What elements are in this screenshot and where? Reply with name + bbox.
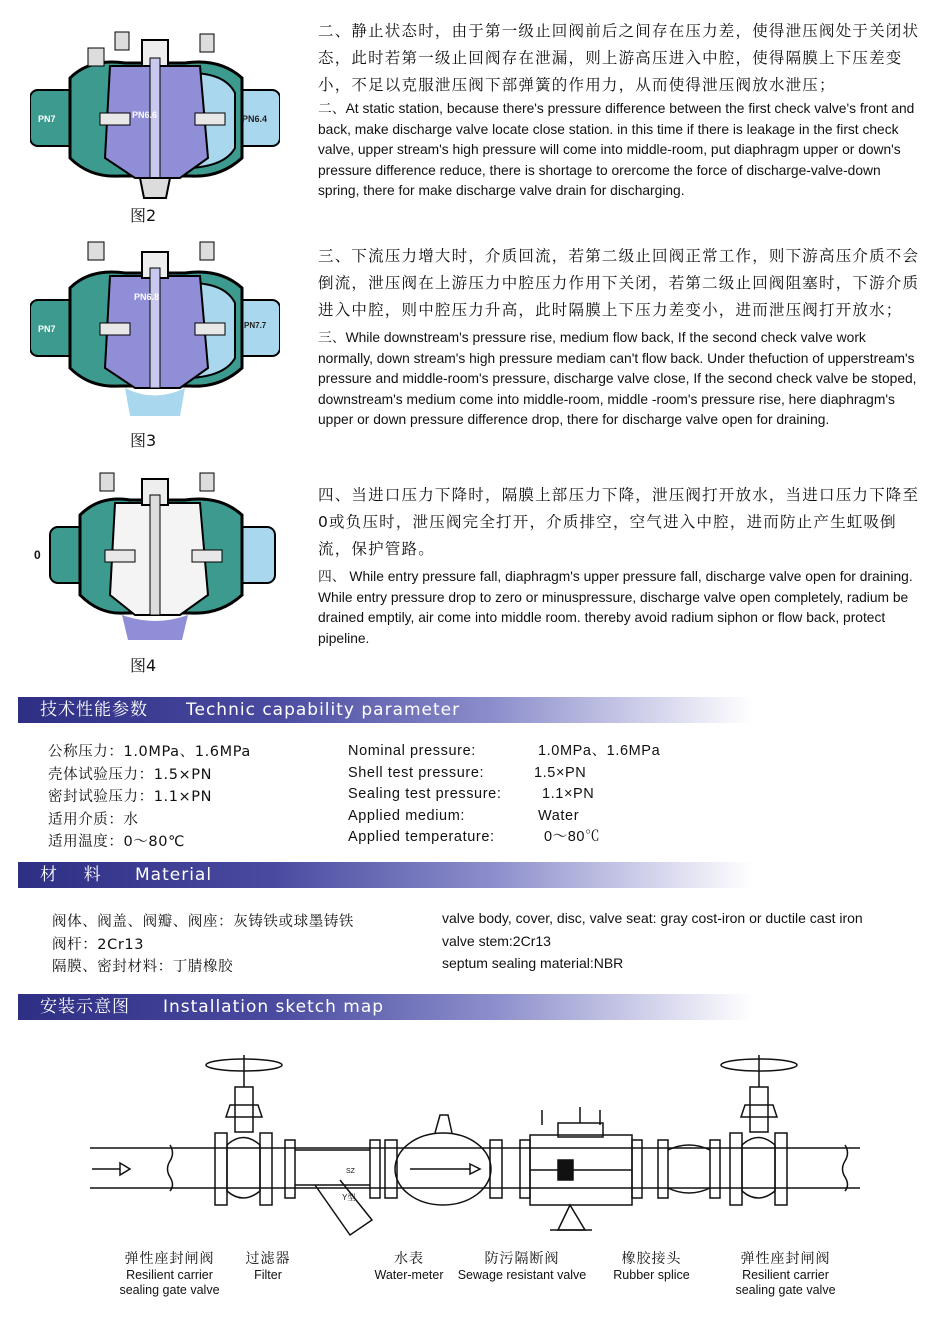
tech-en-label: Nominal pressure: <box>348 743 476 759</box>
section-zh-text: 三、下流压力增大时，介质回流，若第二级止回阀正常工作，则下游高压介质不会倒流，泄压阀在上游压力中腔压力作用下关闭，若第二级止回阀阻塞时，下游介质进入中腔，则中腔压力升高，此时隔膜上下压力差变小，进而泄压阀打开放水； <box>318 247 920 319</box>
tech-en-label: Sealing test pressure: <box>348 786 502 802</box>
install-label-zh: 过滤器 <box>245 1251 291 1267</box>
valve-diagram-fig3 <box>30 238 280 423</box>
tech-zh-row: 密封试验压力：1.1×PN <box>48 789 213 805</box>
inlet-pressure-label: PN7 <box>38 114 56 124</box>
tech-heading-zh: 技术性能参数 <box>40 700 148 720</box>
material-heading-band <box>18 862 753 888</box>
tech-zh-row: 适用介质：水 <box>48 811 139 828</box>
meter-mark: SZ <box>346 1168 355 1175</box>
material-zh-row: 阀杆：2Cr13 <box>52 936 145 953</box>
figure-caption: 图3 <box>130 431 157 450</box>
section-static <box>318 18 923 202</box>
inlet-pressure-label: 0 <box>34 548 41 562</box>
install-label-zh: 弹性座封闸阀 <box>124 1251 215 1267</box>
section-zh-text: 二、静止状态时，由于第一级止回阀前后之间存在压力差，使得泄压阀处于关闭状态，此时若第一级止回阀存在泄漏，则上游高压进入中腔，使得隔膜上下压差变小，不足以克服泄压阀下部弹簧的作用力，从而使得泄压阀放水泄压； <box>318 22 920 94</box>
install-label-zh: 橡胶接头 <box>621 1251 682 1267</box>
install-label-gate-valve-left <box>102 1252 237 1299</box>
install-label-sewage-valve <box>452 1252 592 1283</box>
tech-en-row <box>348 806 660 828</box>
install-label-water-meter <box>364 1252 454 1283</box>
install-label-filter <box>238 1252 298 1283</box>
install-heading-zh: 安装示意图 <box>40 997 130 1017</box>
tech-en-value: 0～80℃ <box>544 829 601 845</box>
tech-zh-row: 适用温度：0～80℃ <box>48 834 185 850</box>
figure-3 <box>30 238 280 453</box>
material-en-row: valve body, cover, disc, valve seat: gray cost-iron or ductile cast iron <box>442 910 863 926</box>
tech-heading-en: Technic capability parameter <box>186 700 461 720</box>
install-label-en: Sewage resistant valve <box>457 1267 587 1282</box>
tech-en-label: Applied medium: <box>348 807 465 824</box>
material-zh-list <box>52 911 354 979</box>
install-label-en2: sealing gate valve <box>735 1283 836 1297</box>
install-label-en: Water-meter <box>374 1267 444 1282</box>
tech-en-list <box>348 741 660 849</box>
section-en-text: 三、While downstream's pressure rise, medium flow back, If the second check valve work normally, down stream's high pressure mediam can't flow back. Under thefuction of upperstream's pressure and middle-room's pressure, discharge valve close, If the second check valve be stoped, downstream's medium come into middle-room, middle -room's pressure rise, here diaphragm's upper or down pressure difference drop, there for discharge valve open for draining. <box>318 330 917 428</box>
figure-caption: 图2 <box>130 206 157 225</box>
tech-heading-band <box>18 697 753 723</box>
middle-pressure-label: PN6.6 <box>132 110 158 120</box>
tech-en-value: 1.5×PN <box>534 764 587 781</box>
material-en-row: septum sealing material:NBR <box>442 955 624 971</box>
tech-en-row <box>348 784 660 806</box>
tech-en-value: 1.1×PN <box>542 786 595 802</box>
material-zh-row: 阀体、阀盖、阀瓣、阀座：灰铸铁或球墨铸铁 <box>52 914 354 930</box>
tech-en-value: Water <box>538 807 580 824</box>
filter-mark: Y型 <box>342 1193 356 1202</box>
install-heading-band <box>18 994 753 1020</box>
section-downstream <box>318 243 923 431</box>
installation-sketch <box>80 1045 870 1255</box>
outlet-pressure-label: PN7.7 <box>244 321 267 330</box>
tech-en-row <box>348 741 660 763</box>
install-heading-en: Installation sketch map <box>163 997 385 1017</box>
install-label-rubber-splice <box>604 1252 699 1283</box>
middle-pressure-label: PN6.8 <box>134 292 160 302</box>
material-en-list <box>442 907 863 975</box>
install-label-en2: sealing gate valve <box>119 1283 220 1297</box>
outlet-pressure-label: PN6.4 <box>242 114 268 124</box>
section-en-text: 二、At static station, because there's pressure difference between the first check valve's front and back, make discharge valve locate close station. in this time if there is leakage in the first check valve, upper stream's high pressure will come into middle-room, put diaphragm upper or down's pressure difference reduce, there is shortage to orercome the force of discharge-valve-down spring, there for make discharge valve drain for discharging. <box>318 101 915 199</box>
install-label-en: Resilient carrier <box>126 1267 213 1282</box>
material-zh-row: 隔膜、密封材料：丁腈橡胶 <box>52 959 234 975</box>
material-heading-en: Material <box>135 865 213 885</box>
install-label-zh: 弹性座封闸阀 <box>740 1251 831 1267</box>
install-label-en: Filter <box>254 1267 282 1282</box>
tech-en-row <box>348 763 660 785</box>
figure-2 <box>30 18 280 228</box>
tech-zh-list <box>48 741 251 854</box>
install-label-en: Rubber splice <box>613 1267 690 1282</box>
tech-en-label: Shell test pressure: <box>348 764 485 781</box>
inlet-pressure-label: PN7 <box>38 324 56 334</box>
section-zh-text: 四、当进口压力下降时，隔膜上部压力下降，泄压阀打开放水，当进口压力下降至0或负压时，泄压阀完全打开，介质排空，空气进入中腔，进而防止产生虹吸倒流，保护管路。 <box>318 486 920 558</box>
install-label-en: Resilient carrier <box>742 1267 829 1282</box>
tech-zh-row: 壳体试验压力：1.5×PN <box>48 766 213 783</box>
install-label-zh: 水表 <box>394 1251 424 1267</box>
valve-diagram-fig4 <box>30 465 280 645</box>
figure-4 <box>30 465 280 675</box>
valve-diagram-fig2 <box>30 18 280 203</box>
tech-en-label: Applied temperature: <box>348 829 495 845</box>
material-en-row: valve stem:2Cr13 <box>442 932 551 949</box>
figure-caption: 图4 <box>130 656 157 675</box>
tech-zh-row: 公称压力：1.0MPa、1.6MPa <box>48 744 251 760</box>
install-label-zh: 防污隔断阀 <box>484 1251 560 1267</box>
material-heading-zh: 材 料 <box>40 865 102 885</box>
tech-en-value: 1.0MPa、1.6MPa <box>538 743 661 759</box>
section-en-text: 四、 While entry pressure fall, diaphragm's upper pressure fall, discharge valve open for draining. While entry pressure drop to zero or minuspressure, discharge valve open completely, radium be drained emptily, air come into middle room. thereby avoid radium siphon or flow back, protect pipeline. <box>318 569 913 646</box>
section-inlet-drop <box>318 482 923 649</box>
tech-en-row <box>348 827 660 849</box>
install-label-gate-valve-right <box>718 1252 853 1299</box>
